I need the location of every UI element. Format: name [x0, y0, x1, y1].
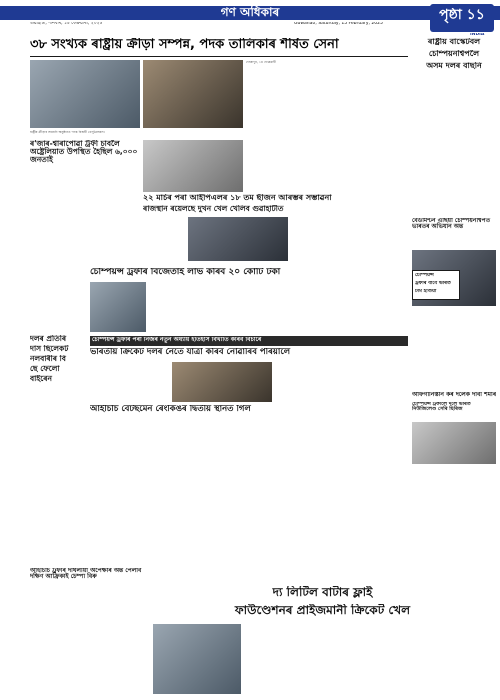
masthead-name: গণ অধিকাৰ [220, 6, 280, 19]
icc-text-2 [193, 419, 293, 507]
bottom-photo [153, 624, 241, 694]
right-headline-2: চেম্পিয়নশ্বিপলৈ [428, 50, 480, 58]
story-cup-money-headline: চেম্পিয়ন্স ট্ৰফীৰ বিজেতাই লাভ কৰিব ২০ কোটি টকা [90, 268, 281, 277]
pakistan-photo [412, 422, 496, 464]
right-text-3 [412, 466, 496, 576]
story-cricket-cap-headline: ভাৰতীয় ক্ৰিকেট দলৰ নৈতে যাত্ৰা কৰিব নোৱাৰিব পৰিয়ালে [90, 348, 291, 357]
india-tag: INDIA [470, 33, 485, 37]
lead-headline: ৩৮ সংখ্যক ৰাষ্ট্ৰীয় ক্ৰীড়া সম্পন্ন, পদক তালিকাৰ শীৰ্ষত সেনা [30, 38, 339, 52]
ipl-text-1 [143, 217, 185, 265]
bottom-banner-line-2: ফাউণ্ডেশনৰ প্ৰাইজমানী ক্ৰিকেট খেল [234, 604, 411, 617]
lead-body [246, 60, 330, 200]
left-body [30, 389, 88, 567]
bottom-text-2 [327, 624, 407, 694]
left-story [30, 335, 88, 567]
pakistan-headline: আফগানিস্তান কৰ দলেক দাবী শৰ্মাৰ [412, 392, 496, 398]
ipl-photo [188, 217, 288, 261]
right-headline-3: অসম দলৰ বাছনি [426, 62, 482, 70]
story-ipl-headline-top: ২২ মাৰ্চৰ পৰা আইপিএলৰ ১৮ তম ছীজন আৰম্ভৰ সম্ভাৱনা [143, 194, 332, 202]
champion-box-3: টীম ইণ্ডিয়া [415, 289, 437, 294]
bottom-left-text [30, 592, 150, 692]
lead-photo-1 [30, 60, 140, 128]
cup-text [148, 282, 408, 330]
story-shuttler-headline: ৰ'জাৰ-শ্বাৰাপোৱা ট্ৰফী চাবলৈ অষ্ট্ৰেলিয়াত উপস্থিত হৈছিল ৬,০০০ জনতাই [30, 140, 138, 164]
masthead-date-left: গুৱাহাটী, শনিবাৰ, ১৫ ফেব্ৰুৱাৰী, ২০২৫ [30, 22, 103, 26]
ipl-text-2 [290, 217, 408, 265]
champion-box-1: চেম্পিয়ন্স [415, 273, 434, 278]
bottom-text-1 [244, 624, 324, 694]
right-text-2 [412, 308, 496, 390]
champion-box [412, 270, 460, 300]
icc-text-1 [90, 419, 190, 507]
cap-text-2 [274, 362, 408, 402]
story-bottom-left-headline: আইচিচি ট্ৰফীৰ দীঘলীয়া অপেক্ষাৰ অন্ত পেলাব দক্ষিণ আফ্ৰিকাই চেম্পা বিৰু [30, 568, 142, 581]
pakistan-sub: চেম্পিয়ন্স ট্ৰফীলৈ দলে ভাৰত নিউজিলেণ্ড সেৰি ছিৰিজ [412, 402, 471, 413]
left-headline-5: বাইৰেন [30, 375, 52, 383]
left-headline-4: ছে ফেলো [30, 365, 60, 373]
lead-dateline: দেহৰাদুন, ১৪ ফেব্ৰুৱাৰী [246, 60, 276, 64]
story-champions-crown-headline: চেম্পিয়ন্স ট্ৰফীৰ পৰা নিজৰ নতুন অধ্যায় ইতিহাস বিখ্যাত কৰিব বিচাৰে [92, 337, 262, 343]
masthead-date-right: Guwahati, Saturday, 15 February, 2025 [294, 22, 383, 26]
shuttler-photo [143, 140, 243, 192]
story-ipl-headline-bottom: ৰাজস্থান ৰয়েলছে দুখন খেল খেলিব গুৱাহাটীত [143, 205, 284, 213]
icc-text-3 [296, 419, 408, 507]
champion-box-2: ট্ৰফীৰ বাবে ভাৰত [415, 281, 451, 286]
bottom-text-3 [410, 624, 494, 694]
story-icc-ranking-headline: আইচিচি বেটছমেন ৰেংকিঙৰ দ্বিতীয় স্থানত গিল [90, 405, 251, 414]
page-label: পৃষ্ঠা ১১ [439, 8, 485, 23]
trophy-photo [90, 282, 146, 332]
badminton-headline: বেডমিন্টন এছিয়া চেম্পিয়নশ্বিপত ভাৰতৰ অভিযান অন্ত [412, 218, 491, 231]
lead-photo-2 [143, 60, 243, 128]
cap-text [90, 362, 170, 402]
left-headline-1: দলৰ প্ৰতিৰি [30, 335, 67, 343]
left-headline-3: নলবাৰীৰ বি [30, 355, 66, 363]
right-headline-1: ৰাষ্ট্ৰীয় বাস্কেটবল [427, 38, 481, 46]
bottom-banner-line-1: দ্য লিটিল বাটাৰ ফ্লাই [272, 586, 373, 599]
lead-rule [30, 56, 408, 57]
left-headline-2: দাস ছিলেকট [30, 345, 69, 353]
lead-body-2 [333, 60, 411, 200]
lead-caption: ৰাষ্ট্ৰীয় ক্ৰীড়াৰ সামৰণি অনুষ্ঠানত পদক বিজয়ী খেলুৱৈসকল। [30, 130, 105, 134]
right-text-1 [412, 75, 496, 215]
cap-photo [172, 362, 272, 402]
